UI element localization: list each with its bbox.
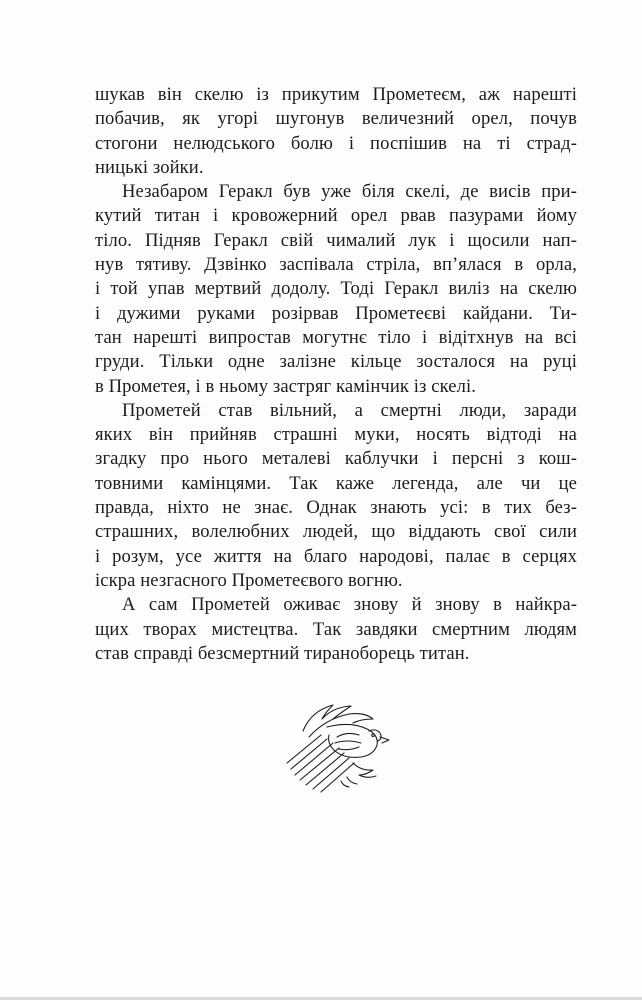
text-line: тан нарешті випростав могутнє тіло і відітхнув на всі (95, 326, 577, 348)
paragraph (95, 180, 577, 399)
text-line: А сам Прометей оживає знову й знову в найкра- (122, 594, 577, 616)
text-line: і той упав мертвий додолу. Тоді Геракл виліз на скелю (95, 278, 577, 300)
paragraph (95, 399, 577, 593)
text-block (95, 83, 577, 666)
text-line: Прометей став вільний, а смертні люди, заради (122, 399, 577, 421)
text-line: товними камінцями. Так каже легенда, але чи це (95, 472, 577, 494)
text-line: тіло. Підняв Геракл свій чималий лук і щосили нап- (95, 229, 577, 251)
text-line: в Прометея, і в ньому застряг камінчик із скелі. (95, 375, 476, 397)
text-line: страшних, волелюбних людей, що віддають свої сили (95, 521, 577, 543)
text-line: іскра незгасного Прометеєвого вогню. (95, 569, 403, 591)
text-line: щих творах мистецтва. Так завдяки смертним людям (95, 618, 577, 640)
tailpiece-illustration (281, 697, 393, 797)
text-line: нув тятиву. Дзвінко заспівала стріла, вп’ялася в орла, (95, 254, 577, 276)
text-line: кутий титан і кровожерний орел рвав пазурами йому (95, 205, 577, 227)
text-line: побачив, як угорі шугонув величезний орел, почув (95, 108, 577, 130)
text-line: груди. Тільки одне залізне кільце зосталося на руці (95, 351, 577, 373)
text-line: і дужими руками розірвав Прометеєві кайдани. Ти- (95, 302, 577, 324)
paragraph (95, 83, 577, 180)
text-line: згадку про нього металеві каблучки і персні з кош- (95, 448, 577, 470)
text-line: ницькі зойки. (95, 156, 204, 178)
text-line: Незабаром Геракл був уже біля скелі, де висів при- (122, 181, 577, 203)
eagle-ink-sketch-icon (281, 697, 393, 797)
paragraph (95, 593, 577, 666)
text-line: правда, ніхто не знає. Однак знають усі: в тих без- (95, 497, 577, 519)
text-line: став справді безсмертний тираноборець титан. (95, 642, 470, 664)
text-line: шукав він скелю із прикутим Прометеєм, аж нарешті (95, 84, 577, 105)
text-line: стогони нелюдського болю і поспішив на ті страд- (95, 132, 577, 154)
text-line: і розум, усе життя на благо народові, палає в серцях (95, 545, 577, 567)
text-line: яких він прийняв страшні муки, носять відтоді на (95, 424, 577, 446)
